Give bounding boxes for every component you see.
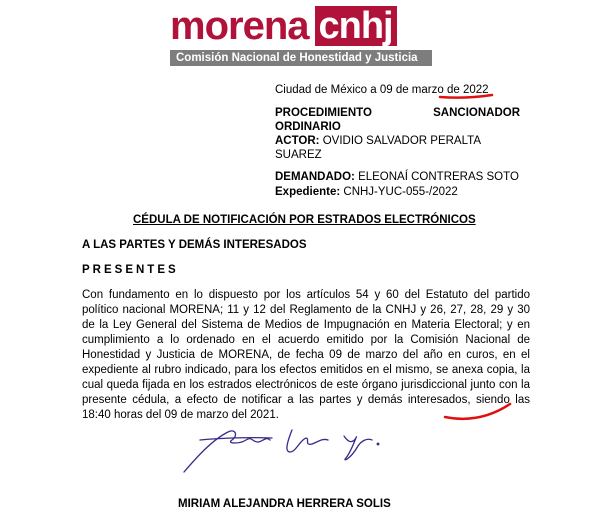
- document-title: CÉDULA DE NOTIFICACIÓN POR ESTRADOS ELECTRÓNICOS: [133, 214, 476, 226]
- logo-morena-text: morena: [170, 4, 309, 48]
- signer-name: MIRIAM ALEJANDRA HERRERA SOLIS: [178, 498, 391, 510]
- actor-value: OVIDIO SALVADOR PERALTA SUAREZ: [275, 135, 481, 161]
- procedure-word-2: SANCIONADOR: [433, 107, 520, 119]
- demandado-label: DEMANDADO:: [275, 171, 355, 183]
- expediente-label: Expediente:: [275, 186, 341, 198]
- demandado-value: ELEONAÍ CONTRERAS SOTO: [358, 171, 519, 183]
- procedure-word-3: ORDINARIO: [275, 121, 341, 133]
- body-paragraph: Con fundamento en lo dispuesto por los artículos 54 y 60 del Estatuto del partido político nacional MORENA; 11 y 12 del Reglamento de la CNHJ y 26, 27, 28, 29 y 30 de la Ley General del Sistema de Medios de Impugnación en Materia Electoral; y en cumplimiento a lo ordenado en el acuerdo emitido por la Comisión Nacional de Honestidad y Justicia de MORENA, de fecha 09 de marzo del año en curos, en el expediente al rubro indicado, para los efectos emitidos en el mismo, se anexa copia, la cual queda fijada en los estrados electrónicos de este órgano jurisdiccional junto con la presente cédula, a efecto de notificar a las partes y demás interesados, siendo las 18:40 horas del 09 de marzo del 2021.: [82, 289, 530, 421]
- presentes-heading: PRESENTES: [82, 264, 179, 276]
- logo-cnhj-badge: cnhj: [315, 6, 397, 46]
- expediente-value: CNHJ-YUC-055-/2022: [343, 186, 458, 198]
- logo-subtitle: Comisión Nacional de Honestidad y Justicia: [170, 50, 432, 66]
- addressee: A LAS PARTES Y DEMÁS INTERESADOS: [82, 239, 307, 251]
- red-underline-date: [440, 95, 492, 98]
- actor-label: ACTOR:: [275, 135, 320, 147]
- document-date: Ciudad de México a 09 de marzo de 2022: [275, 84, 489, 96]
- signature-icon: [184, 430, 379, 472]
- procedure-word-1: PROCEDIMIENTO: [275, 107, 372, 119]
- red-underline-year: [445, 404, 510, 419]
